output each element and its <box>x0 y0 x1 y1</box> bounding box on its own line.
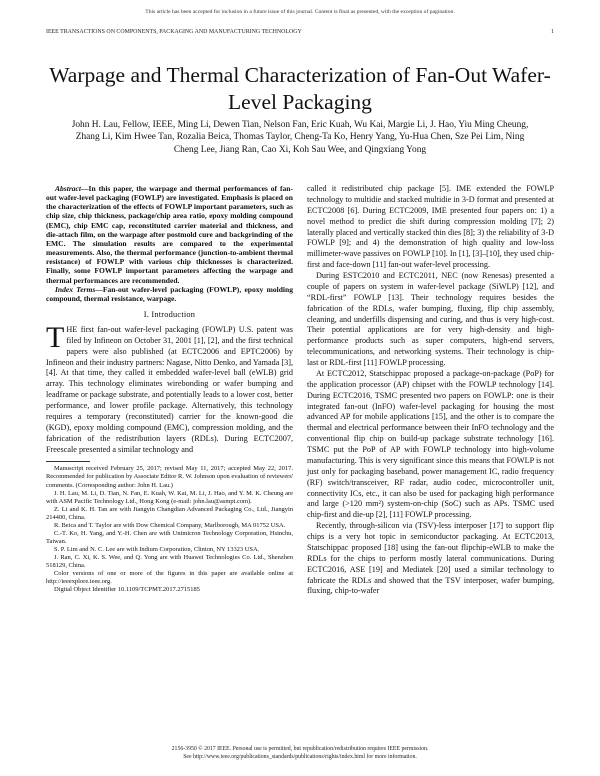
footnotes <box>46 465 293 594</box>
footnote: J. H. Lau, M. Li, D. Tian, N. Fan, E. Kuah, W. Kai, M. Li, J. Hao, and Y. M. K. Cheung are with ASM Pacific Technology Ltd., Hong Kong (e-mail: john.lau@asmpt.com). <box>46 489 293 505</box>
footnote: J. Ran, C. Xi, K. S. Wee, and Q. Yong are with Huawei Technologies Co. Ltd., Shenzhen 518129, China. <box>46 553 293 569</box>
abstract-label: Abstract <box>55 184 81 193</box>
rights-link-line: See http://www.ieee.org/publications_standards/publications/rights/index.html for more information. <box>183 754 417 760</box>
right-column <box>307 184 554 597</box>
index-terms-label: Index Terms <box>55 284 96 294</box>
body-paragraph: At ECTC2012, Statschippac proposed a package-on-package (PoP) for the application processor (AP) chipset with the FOWLP technology [14]. During ECTC2016, TSMC presented two papers on FOWLP: one is their integrated fan-out (InFO) wafer-level packaging for housing the most advanced AP for mobile applications [15], and the other is to compare the thermal and electrical performance between their InFO technology and the conventional flip chip on build-up package substrate technology [16]. TSMC put the PoP of AP with FOWLP technology into high-volume manufacturing. This is very significant since this means that FOWLP is not just only for packaging baseband, power management IC, radio frequency (RF) switch/transceiver, RF radar, audio codec, microcontroller unit, connectivity ICs, etc., it can also be used for packaging high performance and large (>120 mm²) system-on-chip (SoC) such as APs. TSMC used chip-first and die-up [2], [11] FOWLP processing. <box>307 368 554 520</box>
body-paragraph: called it redistributed chip package [5]. IME extended the FOWLP technology to multidie and stacked multidie in 3-D format and presented at ECTC2008 [6]. During ECTC2009, IME presented four papers on: 1) a novel method to predict die shift during compression molding [7]; 2) laterally placed and vertically stacked thin dies [8]; 3) the reliability of 3-D FOWLP [9]; and 4) the demonstration of high quality and low-loss millimeter-wave passives on FOWLP [10]. In [1], [3]–[10], they used chip-first and face-down [11] fan-out wafer-level processing. <box>307 184 554 270</box>
journal-name: IEEE TRANSACTIONS ON COMPONENTS, PACKAGING AND MANUFACTURING TECHNOLOGY <box>46 29 302 35</box>
left-column <box>46 184 293 594</box>
acceptance-notice: This article has been accepted for inclusion in a future issue of this journal. Content is final as presented, with the exception of pagination. <box>145 9 455 15</box>
footnote: Z. Li and K. H. Tan are with Jiangyin Changdian Advanced Packaging Co., Ltd., Jiangyin 214400, China. <box>46 505 293 521</box>
drop-cap: T <box>46 320 65 354</box>
footnote-rule <box>46 461 90 462</box>
author-list: John H. Lau, Fellow, IEEE, Ming Li, Dewen Tian, Nelson Fan, Eric Kuah, Wu Kai, Margie Li, J. Hao, Yiu Ming Cheung, Zhang Li, Kim Hwee Tan, Rozalia Beica, Thomas Taylor, Cheng-Ta Ko, Henry Yang, Yu-Hua Chen, Sze Pei Lim, Ning Cheng Lee, Jiang Ran, Cao Xi, Koh Sau Wee, and Qingxiang Yong <box>71 120 529 155</box>
abstract: Abstract—In this paper, the warpage and thermal performances of fan-out wafer-level packaging (FOWLP) are investigated. Emphasis is placed on the characterization of the effects of FOWLP important parameters, such as chip size, chip thickness, package/chip area ratio, epoxy molding compound (EMC), chip EMC cap, reconstituted carrier material and thickness, and die-attach film, on the warpage after postmold cure and backgrinding of the EMC. The simulation results are compared to the experimental measurements. Also, the thermal performance (junction-to-ambient thermal resistance) of FOWLP with various chip thicknesses is characterized. Finally, some FOWLP important parameters affecting the warpage and thermal performances are recommended. <box>46 184 293 285</box>
footnote: Digital Object Identifier 10.1109/TCPMT.2017.2715185 <box>54 586 200 594</box>
footnote: R. Beica and T. Taylor are with Dow Chemical Company, Marlborough, MA 01752 USA. <box>54 521 286 529</box>
intro-text: HE first fan-out wafer-level packaging (FOWLP) U.S. patent was filed by Infineon on October 31, 2001 [1], [2], and the first technical papers were also published (at ECTC2006 and EPTC2006) by Infineon and their industry partners: Nagase, Nitto Denko, and Yamada [3], [4]. At that time, they called it embedded wafer-level ball (eWLB) grid array. This technology eliminates wirebonding or wafer bumping and leadframe or package substrate, and potentially leads to a lower cost, better performance, and lower profile package. Alternatively, this technology requires a temporary (reconstituted) carrier for the known-good die (KGD), epoxy molding compound (EMC), compression molding, and the fabrication of the redistribution layers (RDLs). During ECTC2007, Freescale presented a similar technology and <box>46 324 293 454</box>
copyright-line: 2156-3950 © 2017 IEEE. Personal use is permitted, but republication/redistribution requires IEEE permission. <box>171 746 429 752</box>
footnote: Color versions of one or more of the figures in this paper are available online at http://ieeexplore.ieee.org. <box>46 570 293 586</box>
abstract-text: In this paper, the warpage and thermal performances of fan-out wafer-level packaging (FOWLP) are investigated. Emphasis is placed on the characterization of the effects of FOWLP important parameters, such as chip size, chip thickness, package/chip area ratio, epoxy molding compound (EMC), chip EMC cap, reconstituted carrier material and thickness, and die-attach film, on the warpage after postmold cure and backgrinding of the EMC. The simulation results are compared to the experimental measurements. Also, the thermal performance (junction-to-ambient thermal resistance) of FOWLP with various chip thicknesses is characterized. Finally, some FOWLP important parameters affecting the warpage and thermal performances are recommended. <box>46 184 293 285</box>
body-paragraph: Recently, through-silicon via (TSV)-less interposer [17] to support flip chips is a very hot topic in semiconductor packaging. At ECTC2013, Statschippac proposed [18] using the fan-out flipchip-eWLB to make the RDLs for the chips to perform mostly lateral communications. During ECTC2016, ASE [19] and Mediatek [20] used a similar technology to fabricate the RDLs and showed that the TSV interposer, wafer bumping, fluxing, chip-to-wafer <box>307 521 554 596</box>
paper-title: Warpage and Thermal Characterization of Fan-Out Wafer-Level Packaging <box>49 63 551 114</box>
copyright-footer <box>0 745 600 761</box>
running-header <box>46 29 554 35</box>
intro-paragraph <box>46 320 293 456</box>
footnote: Manuscript received February 25, 2017; revised May 11, 2017; accepted May 22, 2017. Recommended for publication by Associate Editor R. W. Johnson upon evaluation of reviewers' comments. (Corresponding author: John H. Lau.) <box>46 465 293 489</box>
index-terms-text: Fan-out wafer-level packaging (FOWLP), epoxy molding compound, thermal resistance, warpage. <box>46 284 293 303</box>
section-heading: I. Introduction <box>143 310 196 320</box>
footnote: C.-T. Ko, H. Yang, and Y.-H. Chen are with Unimicron Technology Corporation, Hsinchu, Taiwan. <box>46 529 293 545</box>
body-paragraph: During ESTC2010 and ECTC2011, NEC (now Renesas) presented a couple of papers on system in wafer-level package (SiWLP) [12], and “RDL-first” FOWLP [13]. Their technology requires besides the fabrication of the RDLs, wafer bumping, fluxing, flip chip assembly, cleaning, and underfills dispensing and curing, and thus is very high-cost. Their potential applications are for very high-density and high-performance products such as super computers, high-end servers, telecommunications, and networking systems. Their technology is chip-last or RDL-first [11] FOWLP processing. <box>307 271 554 367</box>
footnote: S. P. Lim and N. C. Lee are with Indium Corporation, Clinton, NY 13323 USA. <box>54 545 260 553</box>
page-number: 1 <box>551 29 554 35</box>
index-terms: Index Terms—Fan-out wafer-level packaging (FOWLP), epoxy molding compound, thermal resistance, warpage. <box>46 284 293 303</box>
